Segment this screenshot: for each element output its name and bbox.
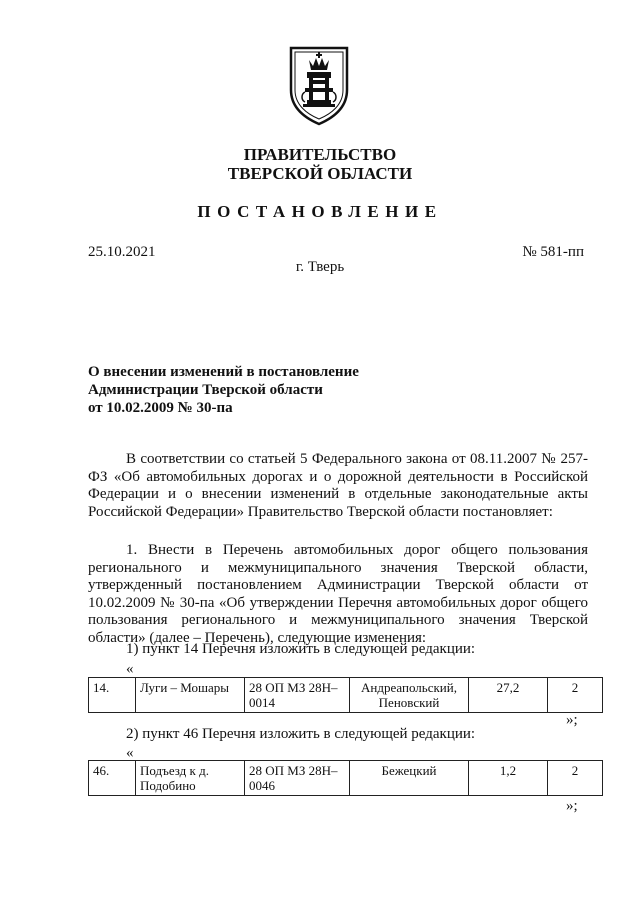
document-subject	[88, 363, 488, 417]
coat-of-arms-emblem	[287, 44, 351, 126]
government-title-line2: ТВЕРСКОЙ ОБЛАСТИ	[227, 164, 413, 183]
table-row	[89, 761, 603, 796]
document-number: № 581-пп	[522, 244, 584, 260]
sub-item-2: 2) пункт 46 Перечня изложить в следующей редакции:	[126, 726, 476, 742]
cell-length: 27,2	[469, 678, 548, 713]
cell-length: 1,2	[469, 761, 548, 796]
cell-road-code: 28 ОП МЗ 28Н–0046	[245, 761, 350, 796]
open-quote-2: «	[126, 745, 134, 761]
table-row	[89, 678, 603, 713]
cell-road-name: Луги – Мошары	[136, 678, 245, 713]
cell-category: 2	[548, 761, 603, 796]
preamble-paragraph: В соответствии со статьей 5 Федерального закона от 08.11.2007 № 257-ФЗ «Об автомобильных дорогах и о дорожной деятельности в Российской Федерации и о внесении изменений в отдельные законодательные акты Российской Федерации» Правительство Тверской области постановляет:	[88, 451, 588, 520]
document-type: ПОСТАНОВЛЕНИЕ	[197, 202, 443, 221]
item-1-paragraph: 1. Внести в Перечень автомобильных дорог общего пользования регионального и межмуниципального значения Тверской области, утвержденный постановлением Администрации Тверской области от 10.02.2009 № 30-па «Об утверждении Перечня автомобильных дорог общего пользования регионального и межмуниципального значения Тверской области» (далее – Перечень), следующие изменения:	[88, 542, 588, 646]
close-quote-1: »;	[566, 712, 578, 728]
sub-item-1: 1) пункт 14 Перечня изложить в следующей редакции:	[126, 641, 476, 657]
government-title-line1: ПРАВИТЕЛЬСТВО	[243, 145, 397, 164]
cell-road-name: Подъезд к д. Подобино	[136, 761, 245, 796]
cell-category: 2	[548, 678, 603, 713]
cell-district: Андреапольский, Пеновский	[350, 678, 469, 713]
subject-line3: от 10.02.2009 № 30-па	[88, 400, 233, 416]
subject-line1: О внесении изменений в постановление	[88, 364, 359, 380]
cell-district: Бежецкий	[350, 761, 469, 796]
subject-line2: Администрации Тверской области	[88, 382, 323, 398]
document-date: 25.10.2021	[88, 244, 156, 260]
document-city: г. Тверь	[295, 259, 345, 275]
cell-number: 14.	[89, 678, 136, 713]
open-quote-1: «	[126, 661, 134, 677]
close-quote-2: »;	[566, 798, 578, 814]
cell-number: 46.	[89, 761, 136, 796]
cell-road-code: 28 ОП МЗ 28Н–0014	[245, 678, 350, 713]
road-table-1	[88, 677, 603, 713]
road-table-2	[88, 760, 603, 796]
